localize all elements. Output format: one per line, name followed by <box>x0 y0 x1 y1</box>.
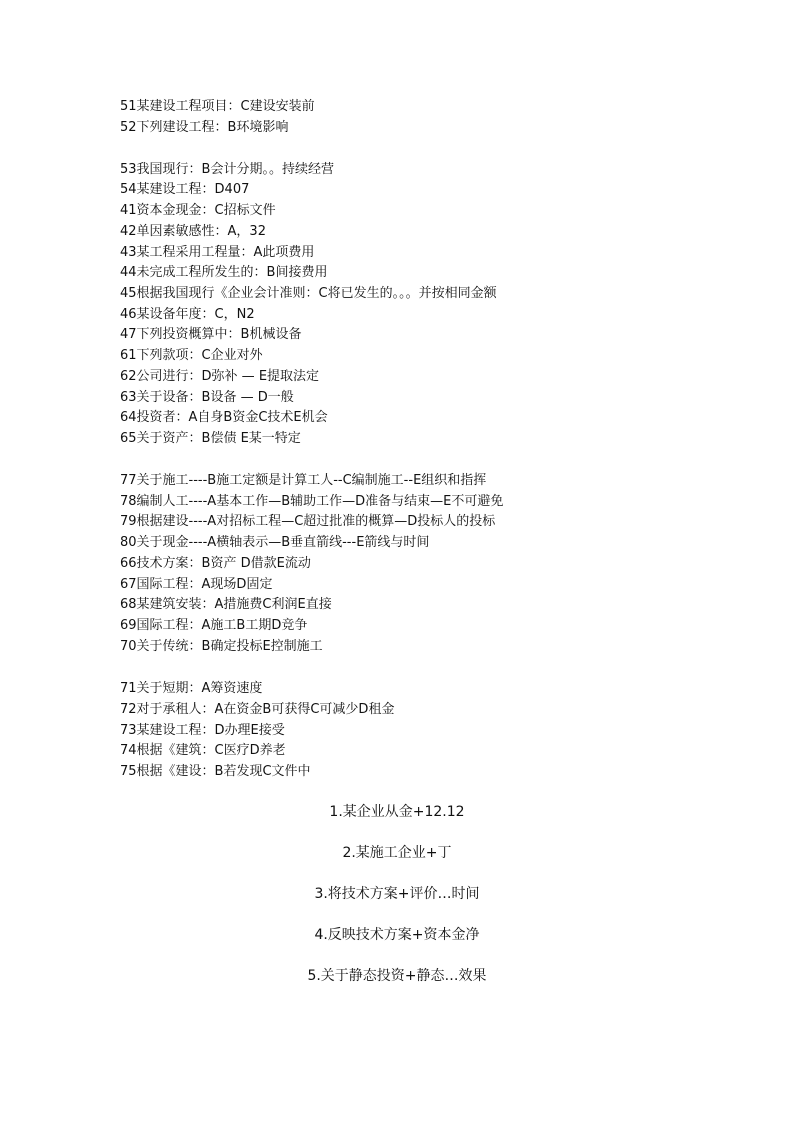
text-line: 63关于设备：B设备 — D一般 <box>120 390 294 405</box>
text-line: 68某建筑安装：A措施费C利润E直接 <box>120 597 332 612</box>
text-line: 54某建设工程：D407 <box>120 182 250 197</box>
text-line: 67国际工程：A现场D固定 <box>120 577 273 592</box>
text-line: 61下列款项：C企业对外 <box>120 348 263 363</box>
text-line: 52下列建设工程：B环境影响 <box>120 120 289 135</box>
centered-line: 3.将技术方案+评价…时间 <box>314 886 480 902</box>
text-line: 46某设备年度：C，N2 <box>120 307 255 322</box>
text-line: 45根据我国现行《企业会计准则：C将已发生的。。。并按相同金额 <box>120 286 497 301</box>
text-line: 64投资者：A自身B资金C技术E机会 <box>120 410 328 425</box>
text-line: 51某建设工程项目：C建设安装前 <box>120 99 315 114</box>
centered-line: 1.某企业从金+12.12 <box>329 804 465 820</box>
text-line: 72对于承租人：A在资金B可获得C可减少D租金 <box>120 702 395 717</box>
text-line: 79根据建设----A对招标工程—C超过批准的概算—D投标人的投标 <box>120 514 496 529</box>
text-line: 75根据《建设：B若发现C文件中 <box>120 764 311 779</box>
text-line: 43某工程采用工程量：A此项费用 <box>120 245 315 260</box>
centered-line: 5.关于静态投资+静态…效果 <box>307 968 487 984</box>
text-line: 41资本金现金：C招标文件 <box>120 203 276 218</box>
text-line: 42单因素敏感性：A，32 <box>120 224 266 239</box>
text-line: 74根据《建筑：C医疗D养老 <box>120 743 286 758</box>
text-line: 65关于资产：B偿债 E某一特定 <box>120 431 301 446</box>
text-line: 71关于短期：A筹资速度 <box>120 681 263 696</box>
text-line: 66技术方案：B资产 D借款E流动 <box>120 556 311 571</box>
text-line: 69国际工程：A施工B工期D竞争 <box>120 618 308 633</box>
centered-line: 2.某施工企业+丁 <box>342 845 452 861</box>
text-line: 44未完成工程所发生的：B间接费用 <box>120 265 328 280</box>
text-line: 73某建设工程：D办理E接受 <box>120 723 285 738</box>
text-line: 62公司进行：D弥补 — E提取法定 <box>120 369 320 384</box>
text-line: 53我国现行：B会计分期。。持续经营 <box>120 162 334 177</box>
text-line: 78编制人工----A基本工作—B辅助工作—D准备与结束—E不可避免 <box>120 494 504 509</box>
centered-line: 4.反映技术方案+资本金净 <box>314 927 480 943</box>
text-line: 70关于传统：B确定投标E控制施工 <box>120 639 323 654</box>
text-line: 80关于现金----A横轴表示—B垂直箭线---E箭线与时间 <box>120 535 430 550</box>
text-line: 47下列投资概算中：B机械设备 <box>120 327 302 342</box>
text-line: 77关于施工----B施工定额是计算工人--C编制施工--E组织和指挥 <box>120 473 487 488</box>
